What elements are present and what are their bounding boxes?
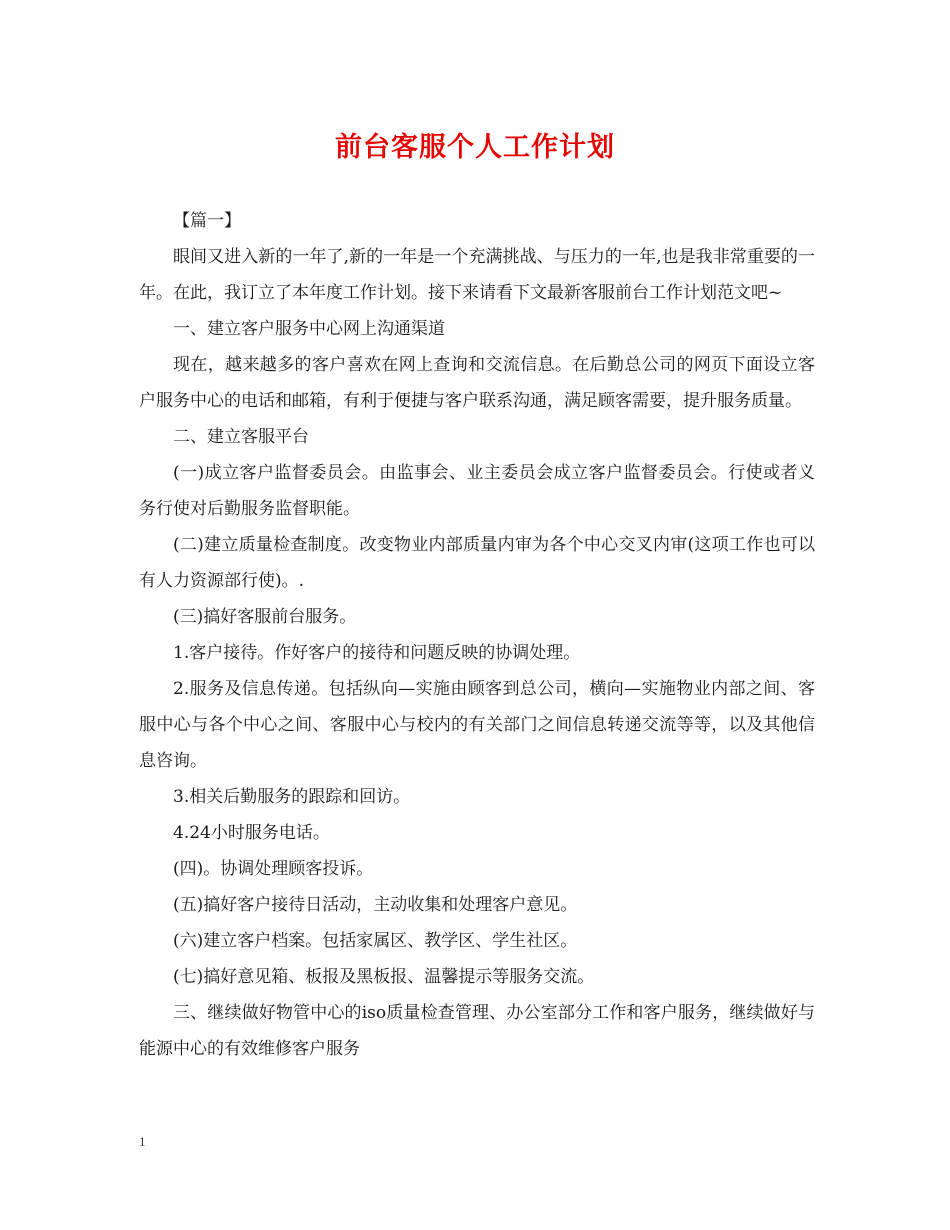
section-heading-3: 三、继续做好物管中心的iso质量检查管理、办公室部分工作和客户服务，继续做好与能源中心的有效维修客户服务 [139, 1003, 815, 1059]
paragraph-intro: 眼间又进入新的一年了,新的一年是一个充满挑战、与压力的一年,也是我非常重要的一年。在此，我订立了本年度工作计划。接下来请看下文最新客服前台工作计划范文吧~ [139, 247, 815, 303]
document-title: 前台客服个人工作计划 [335, 132, 615, 163]
list-item: 2.服务及信息传递。包括纵向—实施由顾客到总公司，横向—实施物业内部之间、客服中心与各个中心之间、客服中心与校内的有关部门之间信息转递交流等等，以及其他信息咨询。 [139, 679, 815, 771]
paragraph: (四)。协调处理顾客投诉。 [173, 859, 374, 879]
list-item: 1.客户接待。作好客户的接待和问题反映的协调处理。 [173, 643, 581, 663]
paragraph: (一)成立客户监督委员会。由监事会、业主委员会成立客户监督委员会。行使或者义务行使对后勤服务监督职能。 [139, 463, 815, 519]
paragraph: (七)搞好意见箱、板报及黑板报、温馨提示等服务交流。 [173, 967, 595, 987]
paragraph: 现在，越来越多的客户喜欢在网上查询和交流信息。在后勤总公司的网页下面设立客户服务中心的电话和邮箱，有利于便捷与客户联系沟通，满足顾客需要，提升服务质量。 [139, 355, 815, 411]
paragraph: (五)搞好客户接待日活动，主动收集和处理客户意见。 [173, 895, 578, 915]
page-number: 1 [139, 1134, 146, 1149]
section-heading-part-one: 【篇一】 [173, 211, 241, 231]
section-heading-2: 二、建立客服平台 [173, 427, 309, 447]
list-item: 4.24小时服务电话。 [173, 823, 330, 843]
paragraph: (六)建立客户档案。包括家属区、教学区、学生社区。 [173, 931, 578, 951]
paragraph: (三)搞好客服前台服务。 [173, 607, 357, 627]
document-body [139, 203, 815, 1067]
paragraph: (二)建立质量检查制度。改变物业内部质量内审为各个中心交叉内审(这项工作也可以有人力资源部行使)。. [139, 535, 815, 591]
list-item: 3.相关后勤服务的跟踪和回访。 [173, 787, 411, 807]
section-heading-1: 一、建立客户服务中心网上沟通渠道 [173, 319, 445, 339]
